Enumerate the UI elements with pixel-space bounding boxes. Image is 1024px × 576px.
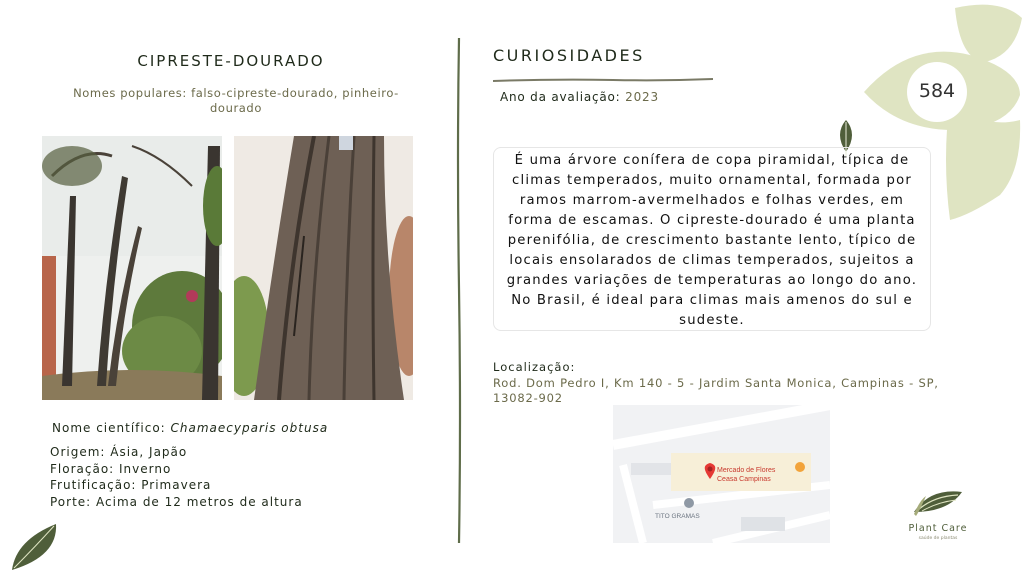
fact-flowering: Floração: Inverno [50, 461, 172, 476]
logo-tagline: saúde de plantas [918, 536, 958, 541]
location-address: Rod. Dom Pedro I, Km 140 - 5 - Jardim Santa Monica, Campinas - SP, 13082-902 [493, 376, 939, 405]
tree-photo-canopy [42, 136, 222, 400]
fact-size: Porte: Acima de 12 metros de altura [50, 494, 303, 509]
map-place-line2: Ceasa Campinas [717, 476, 771, 483]
scientific-name: Chamaecyparis obtusa [170, 421, 329, 435]
scientific-name-line [52, 421, 328, 435]
plant-facts [50, 444, 303, 510]
plant-care-logo [900, 486, 976, 542]
year-value: 2023 [625, 90, 659, 104]
column-divider [456, 38, 462, 543]
plant-title: CIPRESTE-DOURADO [137, 52, 325, 70]
year-label: Ano da avaliação: [500, 90, 626, 104]
description-box: É uma árvore conífera de copa piramidal, típica de climas temperados, muito ornamental, formada por ramos marrom-avermelhados e folhas verdes, em forma de escamas. O cipreste-dourado é uma planta perenifólia, de crescimento bastante lento, típico de locais ensolarados de climas temperados, sujeitos a grandes variações de temperaturas ao longo do ano. No Brasil, é ideal para climas mais amenos do sul e sudeste. [493, 147, 931, 331]
map-street-label: TITO GRAMAS [655, 513, 700, 520]
tree-photo-trunk [234, 136, 413, 400]
assessment-number: 584 [918, 80, 956, 102]
fact-origin: Origem: Ásia, Japão [50, 445, 188, 459]
logo-name: Plant Care [908, 523, 968, 534]
scientific-name-label: Nome científico: [52, 421, 171, 435]
fact-fruiting: Frutificação: Primavera [50, 478, 212, 492]
evaluation-year [500, 90, 659, 104]
popular-names: Nomes populares: falso-cipreste-dourado, pinheiro-dourado [73, 86, 399, 115]
heading-underline [493, 68, 713, 74]
leaf-decoration-icon [10, 522, 62, 572]
map-place-line1: Mercado de Flores [717, 467, 776, 474]
location-label: Localização: [493, 360, 576, 374]
curiosidades-heading: CURIOSIDADES [493, 46, 645, 65]
location-map[interactable] [613, 405, 830, 543]
